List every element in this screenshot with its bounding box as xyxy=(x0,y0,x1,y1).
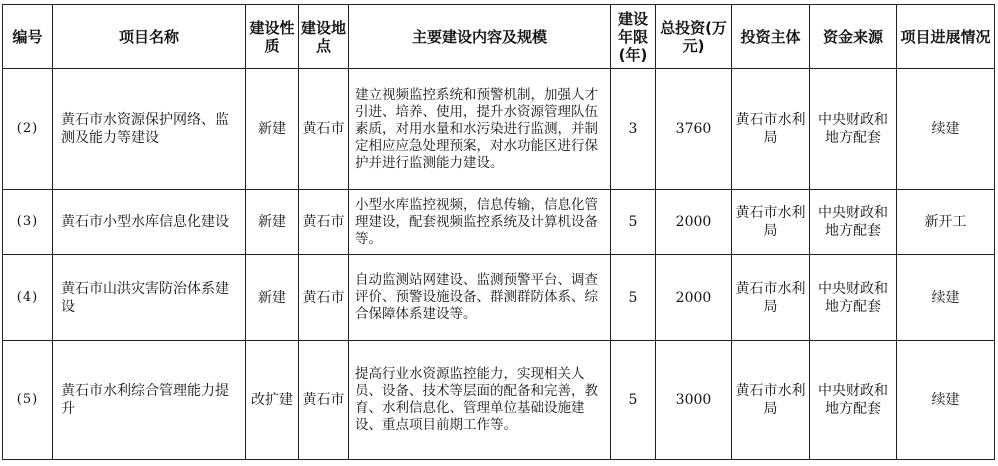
cell-progress: 续建 xyxy=(897,340,995,459)
cell-progress: 新开工 xyxy=(897,190,995,255)
cell-funding: 中央财政和地方配套 xyxy=(810,255,897,340)
header-years: 建设年限(年) xyxy=(611,5,656,69)
cell-name: 黄石市山洪灾害防治体系建设 xyxy=(53,255,246,340)
cell-investment: 3760 xyxy=(656,69,732,190)
table-row xyxy=(3,340,995,459)
table-row xyxy=(3,69,995,190)
cell-investor: 黄石市水利局 xyxy=(732,255,810,340)
header-id: 编号 xyxy=(3,5,53,69)
header-investment: 总投资(万元) xyxy=(656,5,732,69)
header-row xyxy=(3,5,995,69)
cell-nature: 改扩建 xyxy=(246,340,299,459)
cell-investment: 2000 xyxy=(656,255,732,340)
header-funding: 资金来源 xyxy=(810,5,897,69)
cell-name: 黄石市水利综合管理能力提升 xyxy=(53,340,246,459)
cell-investor: 黄石市水利局 xyxy=(732,69,810,190)
cell-location: 黄石市 xyxy=(299,69,349,190)
cell-investor: 黄石市水利局 xyxy=(732,340,810,459)
cell-years: 5 xyxy=(611,255,656,340)
cell-name: 黄石市水资源保护网络、监测及能力等建设 xyxy=(53,69,246,190)
cell-years: 3 xyxy=(611,69,656,190)
cell-id: (3) xyxy=(3,190,53,255)
cell-progress: 续建 xyxy=(897,255,995,340)
cell-location: 黄石市 xyxy=(299,255,349,340)
cell-content: 提高行业水资源监控能力，实现相关人员、设备、技术等层面的配备和完善，教育、水利信息化、管理单位基础设施建设、重点项目前期工作等。 xyxy=(349,340,611,459)
cell-investment: 2000 xyxy=(656,190,732,255)
cell-investor: 黄石市水利局 xyxy=(732,190,810,255)
cell-content: 小型水库监控视频，信息传输，信息化管理建设，配套视频监控系统及计算机设备等。 xyxy=(349,190,611,255)
header-nature: 建设性质 xyxy=(246,5,299,69)
cell-nature: 新建 xyxy=(246,255,299,340)
header-investor: 投资主体 xyxy=(732,5,810,69)
cell-id: (2) xyxy=(3,69,53,190)
cell-id: (4) xyxy=(3,255,53,340)
cell-funding: 中央财政和地方配套 xyxy=(810,69,897,190)
cell-nature: 新建 xyxy=(246,69,299,190)
table-row xyxy=(3,190,995,255)
cell-funding: 中央财政和地方配套 xyxy=(810,190,897,255)
header-progress: 项目进展情况 xyxy=(897,5,995,69)
cell-funding: 中央财政和地方配套 xyxy=(810,340,897,459)
cell-years: 5 xyxy=(611,340,656,459)
cell-years: 5 xyxy=(611,190,656,255)
cell-investment: 3000 xyxy=(656,340,732,459)
cell-id: (5) xyxy=(3,340,53,459)
header-name: 项目名称 xyxy=(53,5,246,69)
cell-content: 自动监测站网建设、监测预警平台、调查评价、预警设施设备、群测群防体系、综合保障体系建设等。 xyxy=(349,255,611,340)
project-table xyxy=(2,4,995,460)
cell-location: 黄石市 xyxy=(299,340,349,459)
cell-name: 黄石市小型水库信息化建设 xyxy=(53,190,246,255)
cell-content: 建立视频监控系统和预警机制，加强人才引进、培养、使用，提升水资源管理队伍素质，对用水量和水污染进行监测，并制定相应应急处理预案，对水功能区进行保护并进行监测能力建设。 xyxy=(349,69,611,190)
cell-nature: 新建 xyxy=(246,190,299,255)
cell-location: 黄石市 xyxy=(299,190,349,255)
header-content: 主要建设内容及规模 xyxy=(349,5,611,69)
cell-progress: 续建 xyxy=(897,69,995,190)
table-row xyxy=(3,255,995,340)
header-location: 建设地点 xyxy=(299,5,349,69)
